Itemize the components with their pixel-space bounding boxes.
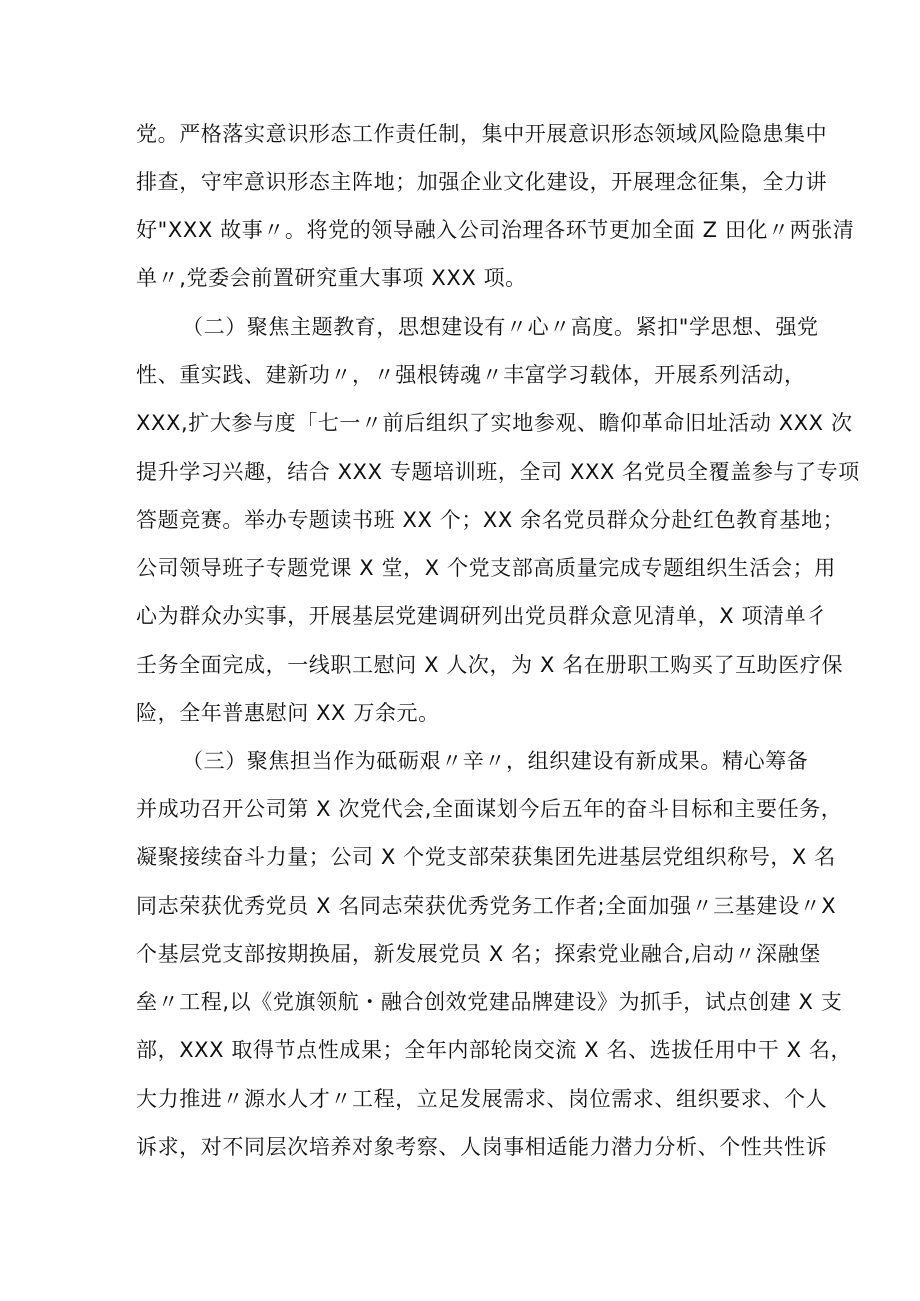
text-line: 同志荣获优秀党员 X 名同志荣获优秀党务工作者;全面加强〃三基建设〃X bbox=[136, 894, 837, 918]
text-line: 单〃,党委会前置研究重大事项 XXX 项。 bbox=[136, 266, 527, 290]
text-line: 答题竞赛。举办专题读书班 XX 个；XX 余名党员群众分赴红色教育基地； bbox=[136, 508, 845, 532]
text-line: （二）聚焦主题教育，思想建设有〃心〃高度。紧扣"学思想、强党 bbox=[182, 315, 819, 339]
text-line: 好"XXX 故事〃。将党的领导融入公司治理各环节更加全面 Z 田化〃两张清 bbox=[136, 218, 855, 242]
text-line: 壬务全面完成，一线职工慰问 X 人次，为 X 名在册职工购买了互助医疗保 bbox=[136, 653, 844, 677]
text-line: 部，XXX 取得节点性成果；全年内部轮岗交流 X 名、选拔任用中干 X 名， bbox=[136, 1038, 853, 1062]
text-line: 险，全年普惠慰问 XX 万余元。 bbox=[136, 701, 440, 725]
text-line: 大力推进〃源水人才〃工程，立足发展需求、岗位需求、组织要求、个人 bbox=[136, 1087, 828, 1111]
text-line: 垒〃工程,以《党旗领航・融合创效党建品牌建设》为抓手，试点创建 X 支 bbox=[136, 990, 843, 1014]
text-line: 排查，守牢意识形态主阵地；加强企业文化建设，开展理念征集，全力讲 bbox=[136, 170, 828, 194]
text-line: 提升学习兴趣，结合 XXX 专题培训班，全司 XXX 名党员全覆盖参与了专项 bbox=[136, 460, 860, 484]
text-line: 党。严格落实意识形态工作责任制，集中开展意识形态领域风险隐患集中 bbox=[136, 122, 828, 146]
text-line: 性、重实践、建新功〃，〃强根铸魂〃丰富学习载体，开展系列活动， bbox=[136, 363, 806, 387]
text-line: （三）聚焦担当作为砥砺艰〃辛〃，组织建设有新成果。精心筹备 bbox=[182, 749, 809, 773]
text-line: 个基层党支部按期换届，新发展党员 X 名；探索党业融合,启动〃深融堡 bbox=[136, 942, 821, 966]
text-line: 凝聚接续奋斗力量；公司 X 个党支部荣获集团先进基层党组织称号，X 名 bbox=[136, 845, 836, 869]
text-line: 诉求，对不同层次培养对象考察、人岗事相适能力潜力分析、个性共性诉 bbox=[136, 1135, 828, 1159]
text-line: XXX,扩大参与度「七一〃前后组织了实地参观、瞻仰革命旧址活动 XXX 次 bbox=[136, 411, 853, 435]
text-line: 心为群众办实事，开展基层党建调研列出党员群众意见清单，X 项清单彳 bbox=[136, 604, 828, 628]
text-line: 并成功召开公司第 X 次党代会,全面谋划今后五年的奋斗目标和主要任务， bbox=[136, 797, 843, 821]
text-line: 公司领导班子专题党课 X 堂，X 个党支部高质量完成专题组织生活会；用 bbox=[136, 556, 836, 580]
